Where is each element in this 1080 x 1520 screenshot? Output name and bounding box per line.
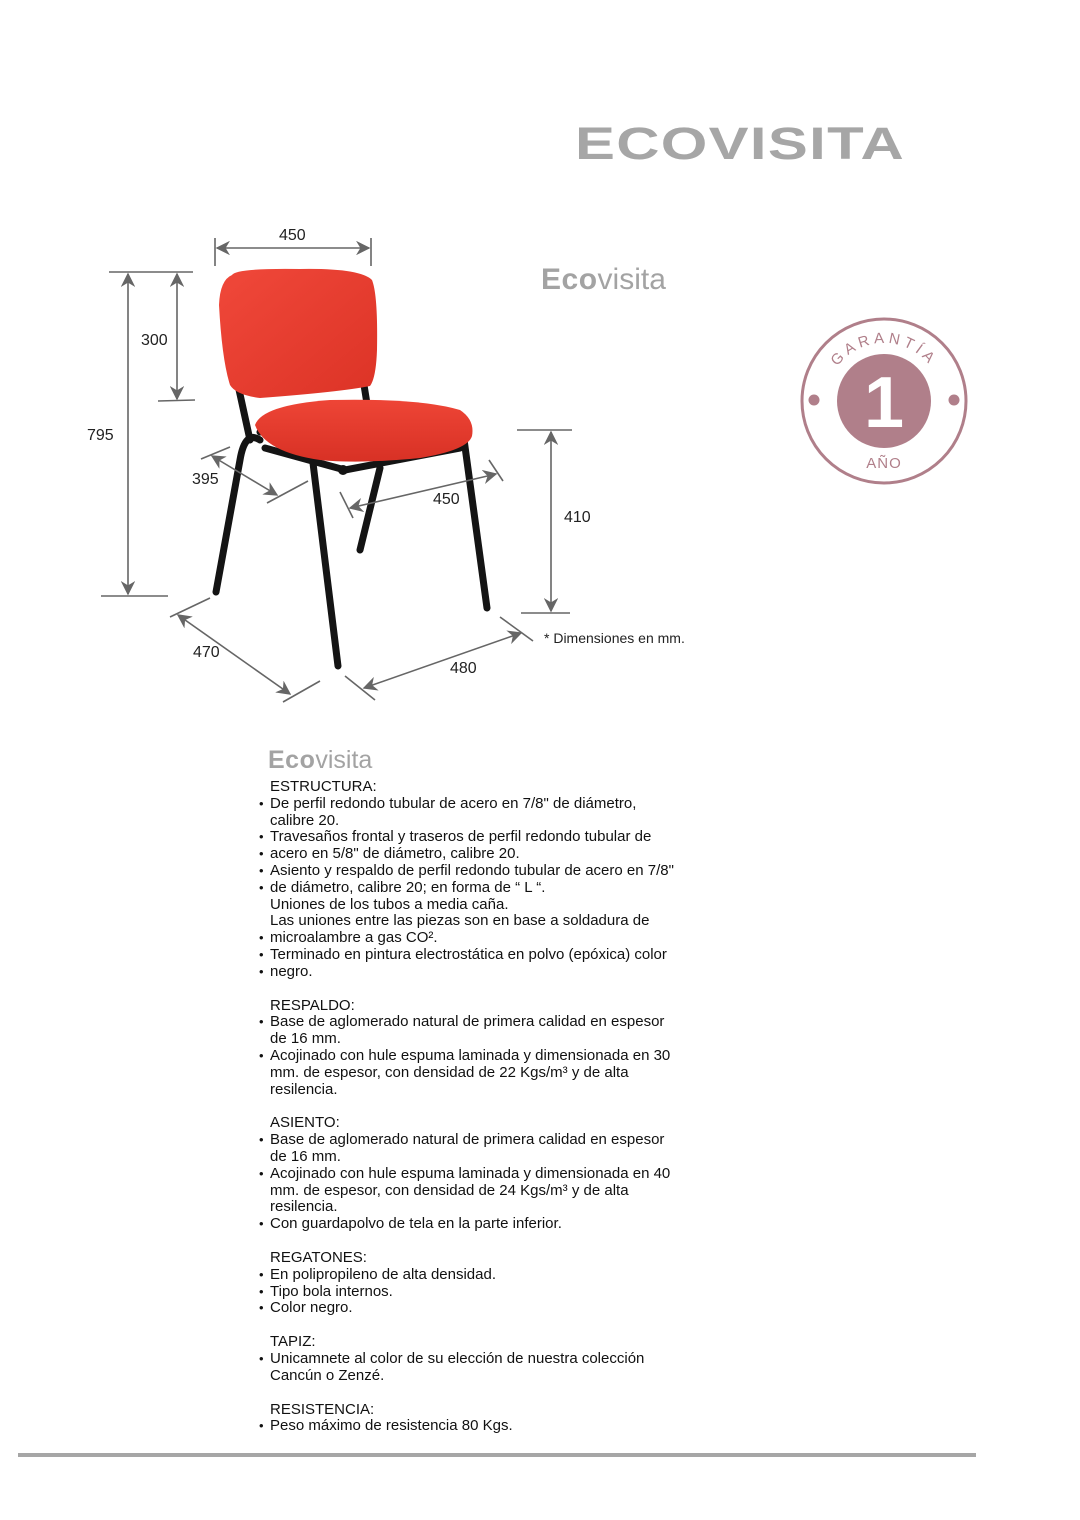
- spec-bullet-item: • Asiento y respaldo de perfil redondo tubular de acero en 7/8": [258, 863, 728, 880]
- spec-bullet-item: • En polipropileno de alta densidad.: [258, 1267, 728, 1284]
- spec-continuation-line: Las uniones entre las piezas son en base a soldadura de: [270, 912, 650, 930]
- dim-label-base-width: 480: [450, 660, 477, 677]
- dim-ext-line: [340, 492, 353, 518]
- spec-bullet-item: • Terminado en pintura electrostática en polvo (epóxica) color: [258, 947, 728, 964]
- spec-continuation-line: Uniones de los tubos a media caña.: [270, 895, 509, 913]
- spec-bullet-item: • microalambre a gas CO².: [258, 930, 728, 947]
- spec-continuation-line: calibre 20.: [270, 811, 340, 829]
- spec-bullet-item: • Acojinado con hule espuma laminada y dimensionada en 30: [258, 1048, 728, 1065]
- spec-heading: RESISTENCIA:: [270, 1400, 375, 1418]
- dim-ext-line: [345, 676, 375, 700]
- spec-bullet-item: • Peso máximo de resistencia 80 Kgs.: [258, 1418, 728, 1435]
- badge-top-textpath: GARANTÍA: [827, 329, 941, 370]
- spec-bullet-item: • Unicamnete al color de su elección de nuestra colección: [258, 1351, 728, 1368]
- badge-bottom-text: AÑO: [866, 455, 902, 472]
- spec-bullet-item: • Acojinado con hule espuma laminada y dimensionada en 40: [258, 1166, 728, 1183]
- warranty-badge: [796, 313, 972, 489]
- spec-product-name-bold: Eco: [268, 746, 316, 774]
- spec-section: [258, 1334, 728, 1384]
- spec-bullet-item: • de diámetro, calibre 20; en forma de “ L “.: [258, 880, 728, 897]
- dim-label-base-depth: 470: [193, 644, 220, 661]
- spec-heading: ASIENTO:: [270, 1114, 340, 1132]
- dim-ext-line: [170, 598, 210, 617]
- brand-wordmark: ECOVISITA: [575, 118, 906, 169]
- spec-bullet-item: • Tipo bola internos.: [258, 1284, 728, 1301]
- dim-ext-line: [158, 400, 195, 401]
- spec-heading: RESPALDO:: [270, 996, 355, 1014]
- spec-section: [258, 1115, 728, 1233]
- spec-heading: TAPIZ:: [270, 1333, 316, 1351]
- spec-bullet-item: • Travesaños frontal y traseros de perfil redondo tubular de: [258, 829, 728, 846]
- spec-section: [258, 998, 728, 1099]
- spec-product-name-light: visita: [315, 746, 373, 774]
- spec-bullet-item: • Con guardapolvo de tela en la parte inferior.: [258, 1216, 728, 1233]
- spec-heading: REGATONES:: [270, 1248, 367, 1266]
- spec-bullet-item: • Base de aglomerado natural de primera calidad en espesor: [258, 1132, 728, 1149]
- specifications: [258, 779, 728, 1452]
- spec-section: [258, 779, 728, 981]
- frame-joint: [338, 465, 348, 475]
- dim-label-seat-depth: 395: [192, 471, 219, 488]
- spec-continuation-line: de 16 mm.: [270, 1030, 341, 1048]
- spec-continuation-line: mm. de espesor, con densidad de 24 Kgs/m³ y de alta: [270, 1181, 629, 1199]
- spec-bullet-item: • De perfil redondo tubular de acero en 7/8" de diámetro,: [258, 796, 728, 813]
- dim-label-seat-width: 450: [433, 491, 460, 508]
- spec-continuation-line: resilencia.: [270, 1080, 338, 1098]
- dim-ext-line: [283, 681, 320, 702]
- dim-seat-depth: [212, 456, 277, 495]
- dim-label-backrest-width: 450: [279, 227, 306, 244]
- badge-number: 1: [863, 363, 905, 443]
- badge-dot-right: [949, 395, 960, 406]
- spec-continuation-line: Cancún o Zenzé.: [270, 1366, 385, 1384]
- spec-continuation-line: de 16 mm.: [270, 1147, 341, 1165]
- chair-backrest: [219, 269, 377, 398]
- dim-base-width: [364, 633, 521, 688]
- spec-section: [258, 1250, 728, 1317]
- dim-ext-line: [489, 460, 503, 481]
- product-name-bold: Eco: [541, 263, 598, 296]
- spec-bullet-item: • acero en 5/8" de diámetro, calibre 20.: [258, 846, 728, 863]
- badge-dot-left: [809, 395, 820, 406]
- frame-leg-back-right: [463, 432, 487, 608]
- spec-bullet-item: • negro.: [258, 964, 728, 981]
- product-name-light: visita: [597, 263, 666, 296]
- spec-bullet-item: • Base de aglomerado natural de primera calidad en espesor: [258, 1014, 728, 1031]
- dim-label-backrest-height: 300: [141, 332, 168, 349]
- frame-leg-back-left: [360, 468, 380, 550]
- dim-label-seat-height: 410: [564, 509, 591, 526]
- spec-continuation-line: mm. de espesor, con densidad de 22 Kgs/m³ y de alta: [270, 1063, 629, 1081]
- spec-bullet-item: • Color negro.: [258, 1300, 728, 1317]
- dim-ext-line: [500, 617, 533, 641]
- dimensions-note: * Dimensiones en mm.: [544, 630, 685, 646]
- spec-heading: ESTRUCTURA:: [270, 778, 377, 795]
- footer-divider: [18, 1453, 976, 1457]
- frame-leg-front-left: [216, 438, 260, 593]
- spec-continuation-line: resilencia.: [270, 1198, 338, 1216]
- dim-label-total-height: 795: [87, 427, 114, 444]
- spec-product-name: [268, 745, 372, 775]
- spec-section: [258, 1402, 728, 1436]
